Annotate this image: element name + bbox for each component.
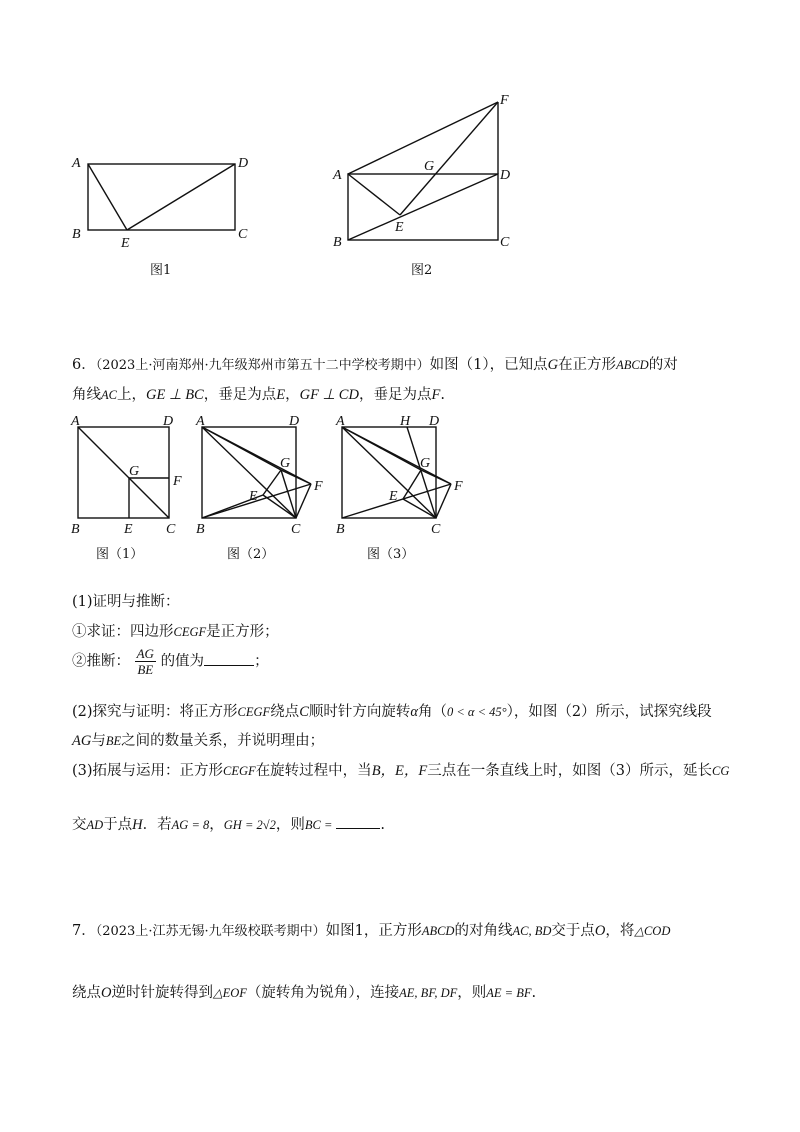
q6-part2-alpha: α [410,704,418,720]
q6-line2-f: . [440,387,445,403]
q6f1-label-B: B [71,522,80,537]
q6f1-label-F: F [173,474,182,489]
q6-E: E [276,387,286,403]
q6f3-segment-AF [342,427,451,484]
q6-part3-e: 于点 [103,817,133,833]
q6-line2 [72,385,445,405]
q7-t2: 的对角线 [454,923,513,939]
q6f3-label-C: C [431,522,441,537]
q7-number: 7． [72,923,96,939]
q7-l2-a: 绕点 [72,985,101,1001]
q6-part2-g: 之间的数量关系，并说明理由； [121,733,325,749]
q7-l2-d: ，则 [457,985,487,1001]
fig1-caption: 图1 [150,263,172,278]
q6f2-segment-AF [202,427,311,484]
fig2-label-B: B [333,235,342,250]
q6-part1-b-end: 的值为 [160,653,205,670]
q6-part2-line2 [72,731,324,751]
q6-part1-a [72,622,279,642]
q7-line2 [72,983,536,1003]
fig2-label-D: D [500,168,511,183]
q6-part2-line1 [72,702,712,722]
q6f3-label-A: A [336,414,345,429]
q6f2-segment-EG [263,470,281,495]
q6f2-segment-EC [263,495,296,518]
q6f1-label-D: D [163,414,174,429]
q6f2-label-A: A [196,414,205,429]
q6f2-caption: 图（2） [227,547,275,562]
q6-line2-b: 上， [116,387,146,403]
q6-figure-1 [68,405,198,565]
fig2-segment-EF [400,102,498,215]
q6-part3-f: ．若 [142,817,172,833]
q7-l2-e: . [531,985,537,1001]
q6-F: F [431,387,441,403]
q6-ABCD: ABCD [616,358,649,372]
q6-number: 6． [72,357,96,373]
q6f1-label-A: A [71,414,80,429]
q6f2-label-B: B [196,522,205,537]
q6-part3-BC: BC = [304,818,333,832]
fig1-label-D: D [238,156,249,171]
q6-part2-range: 0 < α < 45° [446,705,507,719]
fig2-segment-AE [348,174,400,215]
q6-figure-2 [193,405,333,565]
q7-EOF: △EOF [212,986,247,1000]
q7-AC-BD: AC, BD [512,924,552,938]
q6-part2-a: (2)探究与证明：将正方形 [72,704,238,720]
fig2-label-E: E [395,220,404,235]
fig2-label-C: C [500,235,510,250]
q7-t4: ，将 [605,923,635,939]
q6f1-diagonal-AC [78,427,169,518]
q6-part1-b-text: ②推断： [72,653,130,670]
top-figure-2 [320,90,530,290]
q6f3-label-G: G [420,456,431,471]
q6-part3-AG8: AG = 8 [171,818,210,832]
fig2-caption: 图2 [411,263,433,278]
q7-line1 [72,921,670,942]
fig1-segment-ED [127,164,235,230]
q6-part1-a-text: ①求证：四边形 [72,624,174,640]
q6-part3-d: 交 [72,817,87,833]
q7-O: O [594,923,606,939]
top-figure-1 [60,140,260,290]
q6-part2-CEGF: CEGF [237,705,271,719]
q6-GE-perp-BC: GE ⊥ BC [145,387,204,403]
q6-line2-d: ， [285,387,300,403]
q6-part3-c: 三点在一条直线上时，如图（3）所示，延长 [427,763,712,779]
q6f1-caption: 图（1） [96,547,144,562]
q6-part3-line1 [72,761,729,781]
q6-part3-CG: CG [712,764,730,778]
q6-line2-a: 角线 [72,387,101,403]
q6f2-label-E: E [249,489,258,504]
q6-part2-f: 与 [91,733,106,749]
q6-line1 [72,355,678,376]
fig1-label-E: E [121,236,130,251]
q6-source: （2023上·河南郑州·九年级郑州市第五十二中学校考期中） [95,358,430,373]
q6f3-segment-FC [436,484,451,518]
q6-part3-BEF: B，E，F [371,763,428,779]
q7-ABCD: ABCD [421,924,455,938]
q6-fraction-denominator: BE [137,662,154,677]
q6-part3-b: 在旋转过程中，当 [255,763,372,779]
q6-part1-b-tail: ； [254,653,269,670]
q6f1-label-G: G [129,464,140,479]
q6-part2-AG: AG [72,733,92,749]
q6-part2-BE: BE [105,734,122,748]
q6-figure-3 [333,405,478,565]
q6-part1-answer-blank[interactable] [204,651,254,666]
q6-part2-d: 角（ [417,704,447,720]
q6-part1-b [72,646,269,677]
q6f2-label-F: F [314,479,323,494]
q7-t3: 交于点 [551,923,595,939]
q7-COD: △COD [634,924,671,938]
fig1-label-C: C [238,227,248,242]
fig1-rectangle [88,164,235,230]
q7-l2-O: O [101,985,112,1001]
q6f1-label-E: E [124,522,133,537]
q6-part3-answer-blank[interactable] [336,814,380,829]
q6-text3: 的对 [648,357,678,373]
q6-fraction-numerator: AG [136,646,154,661]
q6f3-label-D: D [429,414,440,429]
q6-part1-a-end: 是正方形； [206,624,279,640]
q6-part1-title: (1)证明与推断： [72,594,180,610]
q7-l2-b: 逆时针旋转得到 [111,985,213,1001]
q7-t1: 如图1，正方形 [325,923,422,939]
fig2-segment-BD [348,174,498,240]
q6-line2-c: ，垂足为点 [203,387,277,403]
q6-part3-h: ，则 [275,817,305,833]
q6-part3-H: H [132,817,143,833]
q7-AE-eq-BF: AE = BF [486,986,532,1000]
q6-part3-a: (3)拓展与运用：正方形 [72,763,224,779]
fig2-label-A: A [333,168,342,183]
fig1-segment-AE [88,164,127,230]
q6f2-label-D: D [289,414,300,429]
q7-AE-BF-DF: AE, BF, DF [399,986,458,1000]
fig1-label-A: A [72,156,81,171]
fig2-label-G: G [424,159,435,174]
q6-part2-c: 顺时针方向旋转 [308,704,411,720]
q6f3-caption: 图（3） [367,547,415,562]
q6f2-label-G: G [280,456,291,471]
q6-part1-a-CEGF: CEGF [173,625,207,639]
q6f3-label-E: E [389,489,398,504]
q6-GF-perp-CD: GF ⊥ CD [299,387,359,403]
q6-part3-GH: GH = 2√2 [223,818,276,832]
q6-part3-line2 [72,814,385,835]
q6f1-label-C: C [166,522,176,537]
q6f2-label-C: C [291,522,301,537]
q7-source: （2023上·江苏无锡·九年级校联考期中） [95,924,326,939]
q6-part2-b: 绕点 [270,704,300,720]
fig2-segment-AF [348,102,498,174]
q6-part2-e: ），如图（2）所示，试探究线段 [506,704,712,720]
fig2-label-F: F [500,93,509,108]
q6-part2-C: C [299,704,309,720]
q6f2-segment-FC [296,484,311,518]
q6f3-label-F: F [454,479,463,494]
q6-G: G [547,357,559,373]
q6-part3-g: ， [209,817,224,833]
q6-AC: AC [101,388,117,402]
q6-line2-e: ，垂足为点 [358,387,432,403]
q7-l2-c: （旋转角为锐角），连接 [246,985,400,1001]
q6-part3-CEGF: CEGF [223,764,256,778]
q6f3-label-H: H [400,414,411,429]
q6-part3-AD: AD [86,818,104,832]
q6-text1: 如图（1），已知点 [429,357,548,373]
fig1-label-B: B [72,227,81,242]
q6-fraction-AG-BE [135,646,156,677]
q6-part3-end: . [380,817,386,833]
q6f3-label-B: B [336,522,345,537]
q6-text2: 在正方形 [558,357,617,373]
